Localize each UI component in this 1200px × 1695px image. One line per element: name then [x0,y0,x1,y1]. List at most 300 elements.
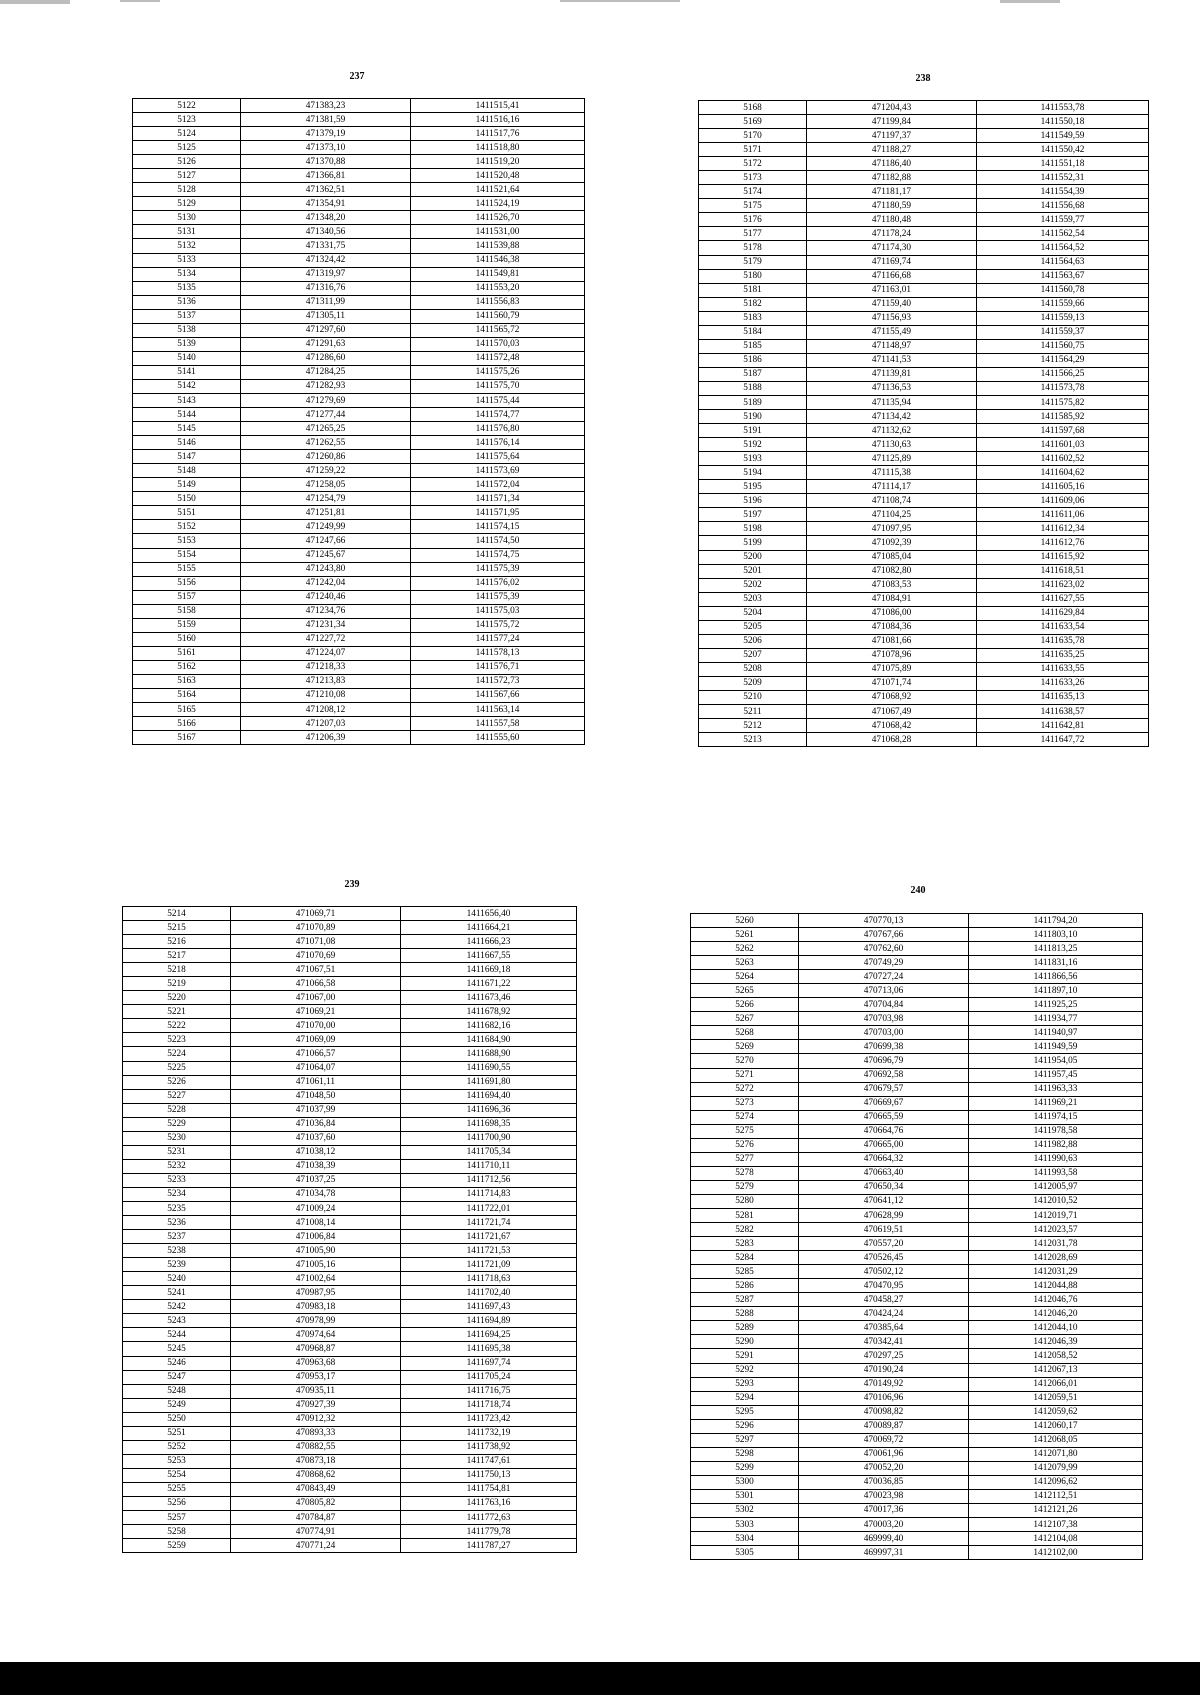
table-row [691,1321,1143,1335]
y-coordinate-cell: 1411526,70 [411,211,585,225]
point-number-cell: 5233 [123,1173,231,1187]
table-row [123,1131,577,1145]
point-number-cell: 5291 [691,1349,799,1363]
x-coordinate-cell: 471242,04 [241,576,411,590]
table-row [133,211,585,225]
x-coordinate-cell: 470968,87 [231,1342,401,1356]
table-row [133,127,585,141]
table-row [699,367,1149,381]
point-number-cell: 5132 [133,239,241,253]
x-coordinate-cell: 471362,51 [241,183,411,197]
y-coordinate-cell: 1411673,46 [401,991,577,1005]
table-row [123,1525,577,1539]
x-coordinate-cell: 471206,39 [241,731,411,745]
x-coordinate-cell: 471038,12 [231,1145,401,1159]
x-coordinate-cell: 471366,81 [241,169,411,183]
table-row [123,1117,577,1131]
table-row [699,564,1149,578]
point-number-cell: 5270 [691,1054,799,1068]
table-row [699,480,1149,494]
point-number-cell: 5191 [699,424,807,438]
table-row [699,241,1149,255]
x-coordinate-cell: 471240,46 [241,590,411,604]
table-row [133,604,585,618]
x-coordinate-cell: 471069,21 [231,1005,401,1019]
table-row [123,1300,577,1314]
x-coordinate-cell: 471086,00 [807,606,977,620]
point-number-cell: 5136 [133,295,241,309]
y-coordinate-cell: 1411949,59 [969,1040,1143,1054]
table-row [123,1511,577,1525]
y-coordinate-cell: 1411623,02 [977,578,1149,592]
table-row [699,297,1149,311]
x-coordinate-cell: 471311,99 [241,295,411,309]
table-row [699,620,1149,634]
table-row [691,1054,1143,1068]
x-coordinate-cell: 471370,88 [241,155,411,169]
x-coordinate-cell: 471254,79 [241,492,411,506]
x-coordinate-cell: 469997,31 [799,1546,969,1560]
x-coordinate-cell: 471009,24 [231,1201,401,1215]
x-coordinate-cell: 470003,20 [799,1518,969,1532]
x-coordinate-cell: 471104,25 [807,508,977,522]
point-number-cell: 5305 [691,1546,799,1560]
y-coordinate-cell: 1411691,80 [401,1075,577,1089]
point-number-cell: 5221 [123,1005,231,1019]
table-row [133,436,585,450]
table-row [691,1279,1143,1293]
point-number-cell: 5122 [133,99,241,113]
y-coordinate-cell: 1411566,25 [977,367,1149,381]
y-coordinate-cell: 1411688,90 [401,1047,577,1061]
point-number-cell: 5213 [699,733,807,747]
point-number-cell: 5210 [699,690,807,704]
x-coordinate-cell: 471048,50 [231,1089,401,1103]
table-row [691,1138,1143,1152]
table-row [699,452,1149,466]
y-coordinate-cell: 1411747,61 [401,1454,577,1468]
point-number-cell: 5255 [123,1482,231,1496]
point-number-cell: 5195 [699,480,807,494]
y-coordinate-cell: 1411518,80 [411,141,585,155]
table-row [123,1286,577,1300]
y-coordinate-cell: 1411723,42 [401,1412,577,1426]
point-number-cell: 5160 [133,632,241,646]
point-number-cell: 5171 [699,143,807,157]
x-coordinate-cell: 470663,40 [799,1166,969,1180]
x-coordinate-cell: 470502,12 [799,1265,969,1279]
y-coordinate-cell: 1411559,37 [977,325,1149,339]
table-row [699,325,1149,339]
x-coordinate-cell: 471379,19 [241,127,411,141]
point-number-cell: 5301 [691,1489,799,1503]
y-coordinate-cell: 1411575,70 [411,379,585,393]
y-coordinate-cell: 1411671,22 [401,977,577,991]
point-number-cell: 5293 [691,1377,799,1391]
y-coordinate-cell: 1411560,75 [977,339,1149,353]
x-coordinate-cell: 470052,20 [799,1461,969,1475]
y-coordinate-cell: 1411562,54 [977,227,1149,241]
point-number-cell: 5300 [691,1475,799,1489]
table-row [691,928,1143,942]
x-coordinate-cell: 470770,13 [799,914,969,928]
point-number-cell: 5211 [699,705,807,719]
point-number-cell: 5230 [123,1131,231,1145]
y-coordinate-cell: 1411577,24 [411,632,585,646]
point-number-cell: 5288 [691,1307,799,1321]
y-coordinate-cell: 1411721,67 [401,1230,577,1244]
table-row [133,169,585,183]
table-row [123,1230,577,1244]
table-row [123,1047,577,1061]
point-number-cell: 5273 [691,1096,799,1110]
y-coordinate-cell: 1411669,18 [401,963,577,977]
point-number-cell: 5244 [123,1328,231,1342]
point-number-cell: 5249 [123,1398,231,1412]
table-row [133,309,585,323]
table-row [133,632,585,646]
y-coordinate-cell: 1411690,55 [401,1061,577,1075]
x-coordinate-cell: 470106,96 [799,1391,969,1405]
y-coordinate-cell: 1412096,62 [969,1475,1143,1489]
table-row [123,1145,577,1159]
table-row [133,703,585,717]
y-coordinate-cell: 1412044,88 [969,1279,1143,1293]
x-coordinate-cell: 471069,71 [231,907,401,921]
table-row [691,1461,1143,1475]
x-coordinate-cell: 471068,28 [807,733,977,747]
point-number-cell: 5166 [133,717,241,731]
y-coordinate-cell: 1411633,26 [977,676,1149,690]
y-coordinate-cell: 1411813,25 [969,942,1143,956]
y-coordinate-cell: 1411555,60 [411,731,585,745]
y-coordinate-cell: 1411575,26 [411,365,585,379]
point-number-cell: 5187 [699,367,807,381]
table-row [133,365,585,379]
y-coordinate-cell: 1411571,95 [411,506,585,520]
x-coordinate-cell: 471208,12 [241,703,411,717]
x-coordinate-cell: 471245,67 [241,548,411,562]
point-number-cell: 5147 [133,450,241,464]
point-number-cell: 5203 [699,592,807,606]
point-number-cell: 5204 [699,606,807,620]
x-coordinate-cell: 470424,24 [799,1307,969,1321]
table-row [699,662,1149,676]
y-coordinate-cell: 1411576,14 [411,436,585,450]
y-coordinate-cell: 1411516,16 [411,113,585,127]
x-coordinate-cell: 470017,36 [799,1503,969,1517]
x-coordinate-cell: 470784,87 [231,1511,401,1525]
point-number-cell: 5206 [699,634,807,648]
point-number-cell: 5246 [123,1356,231,1370]
y-coordinate-cell: 1411576,02 [411,576,585,590]
y-coordinate-cell: 1412031,78 [969,1237,1143,1251]
scan-noise [120,0,160,2]
point-number-cell: 5261 [691,928,799,942]
y-coordinate-cell: 1411738,92 [401,1440,577,1454]
point-number-cell: 5274 [691,1110,799,1124]
table-row [123,1370,577,1384]
table-row [123,1356,577,1370]
table-row [699,213,1149,227]
y-coordinate-cell: 1412067,13 [969,1363,1143,1377]
table-row [133,520,585,534]
x-coordinate-cell: 471155,49 [807,325,977,339]
point-number-cell: 5152 [133,520,241,534]
x-coordinate-cell: 471008,14 [231,1216,401,1230]
point-number-cell: 5139 [133,337,241,351]
x-coordinate-cell: 471277,44 [241,408,411,422]
point-number-cell: 5268 [691,1026,799,1040]
y-coordinate-cell: 1411609,06 [977,494,1149,508]
table-row [699,395,1149,409]
x-coordinate-cell: 470927,39 [231,1398,401,1412]
y-coordinate-cell: 1411712,56 [401,1173,577,1187]
y-coordinate-cell: 1412044,10 [969,1321,1143,1335]
y-coordinate-cell: 1412112,51 [969,1489,1143,1503]
y-coordinate-cell: 1411897,10 [969,984,1143,998]
point-number-cell: 5234 [123,1187,231,1201]
table-row [123,1173,577,1187]
point-number-cell: 5170 [699,129,807,143]
table-row [699,606,1149,620]
y-coordinate-cell: 1411710,11 [401,1159,577,1173]
table-row [133,492,585,506]
table-row [123,1454,577,1468]
table-row [699,424,1149,438]
table-row [133,253,585,267]
y-coordinate-cell: 1411934,77 [969,1012,1143,1026]
y-coordinate-cell: 1411573,69 [411,464,585,478]
point-number-cell: 5185 [699,339,807,353]
x-coordinate-cell: 471066,58 [231,977,401,991]
y-coordinate-cell: 1411716,75 [401,1384,577,1398]
y-coordinate-cell: 1411700,90 [401,1131,577,1145]
x-coordinate-cell: 470665,00 [799,1138,969,1152]
point-number-cell: 5263 [691,956,799,970]
table-row [699,719,1149,733]
y-coordinate-cell: 1412059,62 [969,1405,1143,1419]
y-coordinate-cell: 1411524,19 [411,197,585,211]
y-coordinate-cell: 1411574,77 [411,408,585,422]
coordinate-table [698,100,1149,747]
point-number-cell: 5138 [133,323,241,337]
point-number-cell: 5194 [699,466,807,480]
table-row [133,113,585,127]
table-row [123,1187,577,1201]
table-row [133,379,585,393]
table-row [123,1440,577,1454]
table-row [699,634,1149,648]
table-row [133,576,585,590]
y-coordinate-cell: 1411831,16 [969,956,1143,970]
x-coordinate-cell: 470873,18 [231,1454,401,1468]
point-number-cell: 5123 [133,113,241,127]
table-row [133,225,585,239]
point-number-cell: 5256 [123,1496,231,1510]
point-number-cell: 5215 [123,921,231,935]
x-coordinate-cell: 470470,95 [799,1279,969,1293]
x-coordinate-cell: 471141,53 [807,353,977,367]
x-coordinate-cell: 470526,45 [799,1251,969,1265]
point-number-cell: 5248 [123,1384,231,1398]
y-coordinate-cell: 1411575,03 [411,604,585,618]
x-coordinate-cell: 471037,60 [231,1131,401,1145]
point-number-cell: 5298 [691,1447,799,1461]
point-number-cell: 5150 [133,492,241,506]
point-number-cell: 5181 [699,283,807,297]
point-number-cell: 5202 [699,578,807,592]
x-coordinate-cell: 471135,94 [807,395,977,409]
y-coordinate-cell: 1411694,40 [401,1089,577,1103]
table-row [123,1019,577,1033]
y-coordinate-cell: 1411612,34 [977,522,1149,536]
table-row [133,422,585,436]
x-coordinate-cell: 471066,57 [231,1047,401,1061]
y-coordinate-cell: 1411642,81 [977,719,1149,733]
table-row [123,1061,577,1075]
y-coordinate-cell: 1411572,04 [411,478,585,492]
y-coordinate-cell: 1411635,13 [977,690,1149,704]
point-number-cell: 5218 [123,963,231,977]
point-number-cell: 5158 [133,604,241,618]
table-row [123,1426,577,1440]
x-coordinate-cell: 471070,69 [231,949,401,963]
table-row [691,1405,1143,1419]
point-number-cell: 5182 [699,297,807,311]
y-coordinate-cell: 1411794,20 [969,914,1143,928]
point-number-cell: 5220 [123,991,231,1005]
x-coordinate-cell: 470771,24 [231,1539,401,1553]
y-coordinate-cell: 1411721,09 [401,1258,577,1272]
point-number-cell: 5193 [699,452,807,466]
y-coordinate-cell: 1411974,15 [969,1110,1143,1124]
x-coordinate-cell: 470762,60 [799,942,969,956]
point-number-cell: 5219 [123,977,231,991]
table-row [699,157,1149,171]
x-coordinate-cell: 471354,91 [241,197,411,211]
point-number-cell: 5124 [133,127,241,141]
y-coordinate-cell: 1412010,52 [969,1194,1143,1208]
y-coordinate-cell: 1411553,78 [977,101,1149,115]
table-row [123,949,577,963]
y-coordinate-cell: 1411721,74 [401,1216,577,1230]
table-row [691,1503,1143,1517]
table-row [691,1391,1143,1405]
point-number-cell: 5224 [123,1047,231,1061]
point-number-cell: 5145 [133,422,241,436]
table-row [699,550,1149,564]
y-coordinate-cell: 1411539,88 [411,239,585,253]
x-coordinate-cell: 471108,74 [807,494,977,508]
y-coordinate-cell: 1412104,08 [969,1532,1143,1546]
table-row [133,267,585,281]
y-coordinate-cell: 1411627,55 [977,592,1149,606]
y-coordinate-cell: 1411696,36 [401,1103,577,1117]
x-coordinate-cell: 471291,63 [241,337,411,351]
x-coordinate-cell: 471305,11 [241,309,411,323]
point-number-cell: 5162 [133,660,241,674]
point-number-cell: 5174 [699,185,807,199]
table-row [699,381,1149,395]
point-number-cell: 5146 [133,436,241,450]
x-coordinate-cell: 471166,68 [807,269,977,283]
y-coordinate-cell: 1411602,52 [977,452,1149,466]
x-coordinate-cell: 470036,85 [799,1475,969,1489]
x-coordinate-cell: 471316,76 [241,281,411,295]
table-row [691,1532,1143,1546]
point-number-cell: 5235 [123,1201,231,1215]
table-row [133,478,585,492]
x-coordinate-cell: 471114,17 [807,480,977,494]
y-coordinate-cell: 1411559,13 [977,311,1149,325]
x-coordinate-cell: 471081,66 [807,634,977,648]
table-row [691,1251,1143,1265]
table-row [699,311,1149,325]
table-row [691,1377,1143,1391]
page-number: 237 [349,71,365,82]
table-row [123,1089,577,1103]
point-number-cell: 5177 [699,227,807,241]
y-coordinate-cell: 1411722,01 [401,1201,577,1215]
point-number-cell: 5142 [133,379,241,393]
x-coordinate-cell: 471085,04 [807,550,977,564]
table-row [699,255,1149,269]
x-coordinate-cell: 471227,72 [241,632,411,646]
table-row [133,239,585,253]
x-coordinate-cell: 470297,25 [799,1349,969,1363]
table-row [691,942,1143,956]
x-coordinate-cell: 471061,11 [231,1075,401,1089]
y-coordinate-cell: 1411560,78 [977,283,1149,297]
y-coordinate-cell: 1411667,55 [401,949,577,963]
x-coordinate-cell: 470749,29 [799,956,969,970]
point-number-cell: 5269 [691,1040,799,1054]
table-row [699,508,1149,522]
table-row [133,731,585,745]
x-coordinate-cell: 471247,66 [241,534,411,548]
table-row [123,1103,577,1117]
point-number-cell: 5141 [133,365,241,379]
x-coordinate-cell: 470628,99 [799,1208,969,1222]
point-number-cell: 5227 [123,1089,231,1103]
table-row [123,1244,577,1258]
point-number-cell: 5186 [699,353,807,367]
y-coordinate-cell: 1411574,75 [411,548,585,562]
table-row [691,1335,1143,1349]
table-row [699,466,1149,480]
y-coordinate-cell: 1411990,63 [969,1152,1143,1166]
table-row [123,1468,577,1482]
x-coordinate-cell: 470727,24 [799,970,969,984]
y-coordinate-cell: 1411718,63 [401,1272,577,1286]
x-coordinate-cell: 471265,25 [241,422,411,436]
x-coordinate-cell: 470805,82 [231,1496,401,1510]
y-coordinate-cell: 1412019,71 [969,1208,1143,1222]
point-number-cell: 5179 [699,255,807,269]
x-coordinate-cell: 471084,36 [807,620,977,634]
point-number-cell: 5135 [133,281,241,295]
x-coordinate-cell: 471037,99 [231,1103,401,1117]
table-row [133,646,585,660]
point-number-cell: 5226 [123,1075,231,1089]
x-coordinate-cell: 470458,27 [799,1293,969,1307]
x-coordinate-cell: 471075,89 [807,662,977,676]
y-coordinate-cell: 1411638,57 [977,705,1149,719]
table-row [699,648,1149,662]
point-number-cell: 5157 [133,590,241,604]
y-coordinate-cell: 1411940,97 [969,1026,1143,1040]
